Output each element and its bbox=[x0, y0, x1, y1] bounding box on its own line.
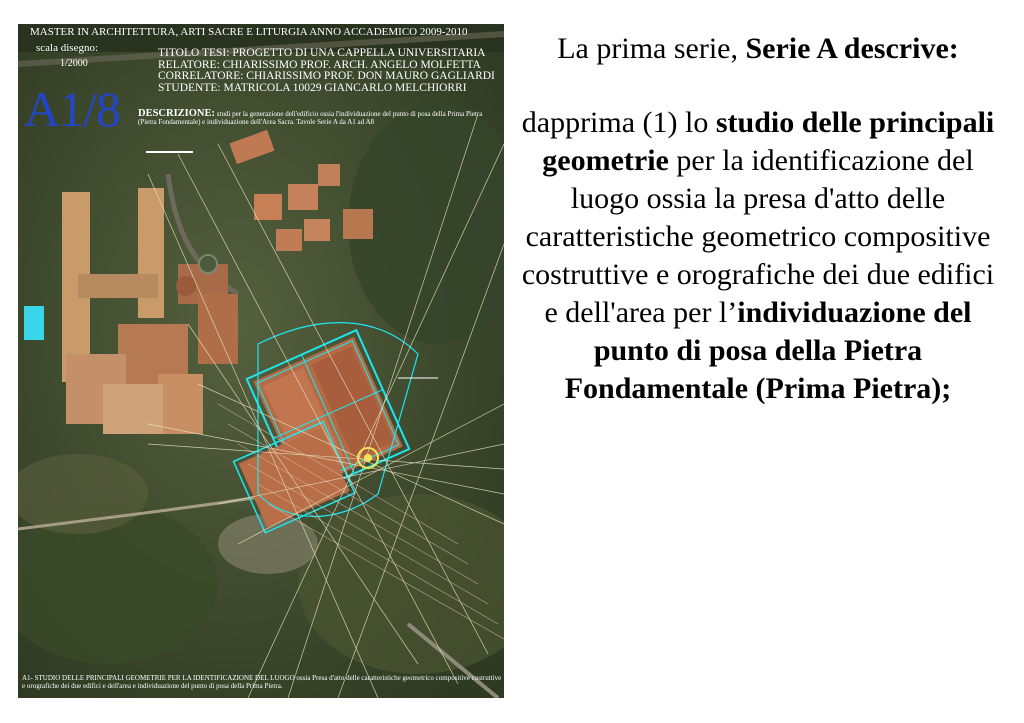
p2-a: dapprima (1) lo bbox=[521, 106, 716, 139]
scale-value: 1/2000 bbox=[60, 58, 88, 69]
sheet-id: A1/8 bbox=[24, 81, 120, 137]
p1-bold: Serie A descrive: bbox=[745, 32, 959, 65]
p2-d: individuazione del punto di posa della Pietra Fondamentale (Prima Pietra); bbox=[564, 296, 972, 405]
relatore: RELATORE: CHIARISSIMO PROF. ARCH. ANGELO MOLFETTA bbox=[158, 58, 481, 71]
paragraph-1 bbox=[516, 30, 1000, 68]
sheet-description bbox=[138, 110, 498, 126]
description-text: studi per la generazione dell'edificio ossia l'individuazione del punto di posa della Prima Pietra (Pietra Fondamentale) e individuazione dell'Area Sacra. Tavole Serie A da A1 ad A8 bbox=[138, 110, 483, 126]
student: STUDENTE: MATRICOLA 10029 GIANCARLO MELCHIORRI bbox=[158, 81, 467, 94]
thesis-title: TITOLO TESI: PROGETTO DI UNA CAPPELLA UNIVERSITARIA bbox=[158, 47, 486, 59]
scale-label: scala disegno: bbox=[36, 42, 99, 54]
p2-b: studio delle principali geometrie bbox=[542, 106, 995, 177]
paragraph-2 bbox=[516, 104, 1000, 408]
caption-text bbox=[516, 30, 1000, 408]
p2-c: per la identificazione del luogo ossia la presa d'atto delle caratteristiche geometrico compositive costruttive e orografiche dei due edifici e dell'area per l’ bbox=[521, 144, 995, 329]
p1-prefix: La prima serie, bbox=[557, 32, 746, 65]
description-label: DESCRIZIONE: bbox=[138, 108, 216, 119]
sheet-footer: A1- STUDIO DELLE PRINCIPALI GEOMETRIE PER LA IDENTIFICAZIONE DEL LUOGO ossia Presa d'atto delle caratteristiche geometrico compositive costruttive e orografiche dei due edifici e dell'area e individuazione del punto di posa della Prima Pietra. bbox=[22, 674, 502, 690]
sheet-info bbox=[158, 48, 495, 94]
drawing-sheet bbox=[18, 24, 504, 698]
correlatore: CORRELATORE: CHIARISSIMO PROF. DON MAURO GAGLIARDI bbox=[158, 70, 495, 82]
sheet-header: MASTER IN ARCHITETTURA, ARTI SACRE E LITURGIA ANNO ACCADEMICO 2009-2010 bbox=[30, 26, 468, 38]
